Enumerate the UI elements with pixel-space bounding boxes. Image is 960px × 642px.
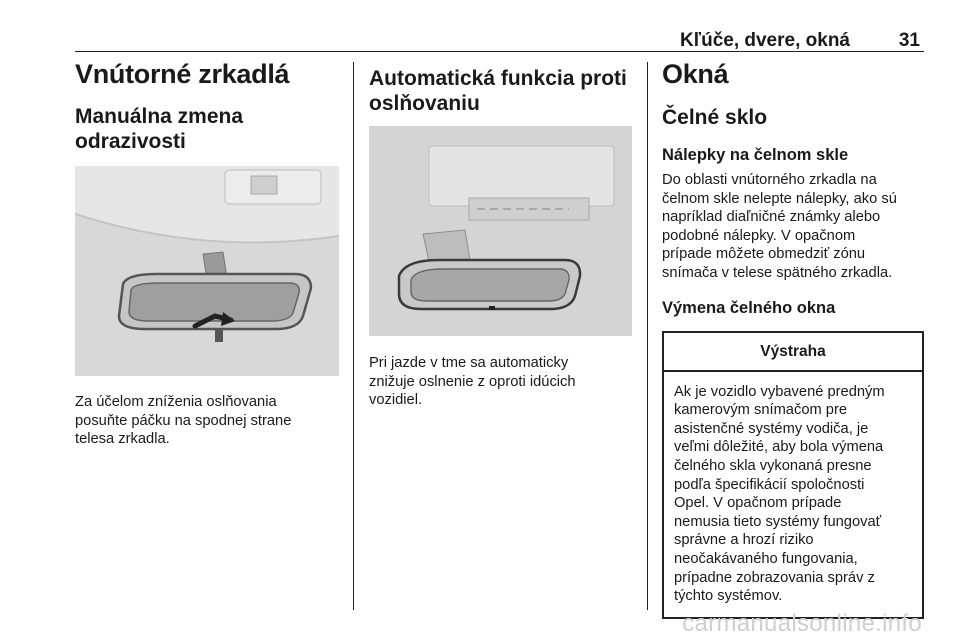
body-text-line: Pri jazde v tme sa automaticky	[369, 355, 569, 371]
header-rule	[75, 51, 924, 52]
warning-box	[662, 331, 924, 619]
warning-text-line: kamerovým snímačom pre	[674, 402, 848, 419]
warning-text-line: Opel. V opačnom prípade	[674, 495, 842, 512]
section-heading-mirrors: Vnútorné zrkadlá	[75, 59, 290, 89]
windshield-stickers-title: Nálepky na čelnom skle	[662, 146, 849, 164]
warning-text-line: týchto systémov.	[674, 588, 783, 605]
auto-mirror-illustration	[369, 126, 632, 336]
warning-text-line: Ak je vozidlo vybavené predným	[674, 383, 885, 400]
watermark: carmanualsonline.info	[682, 610, 922, 637]
body-text-line: napríklad diaľničné známky alebo	[662, 209, 881, 226]
auto-mirror-text	[369, 354, 632, 410]
page-number: 31	[898, 30, 920, 51]
windshield-replacement-title: Výmena čelného okna	[662, 298, 836, 317]
manual-mirror-text	[75, 393, 339, 449]
warning-text-line: podľa špecifikácií spoločnosti	[674, 476, 865, 493]
body-text-line: snímača v telese spätného zrkadla.	[662, 264, 893, 281]
column-divider-2	[647, 62, 648, 610]
subheading-auto-line1: Automatická funkcia proti	[369, 67, 627, 90]
windshield-stickers-text	[662, 171, 924, 283]
warning-text-line: neočakávaného fungovania,	[674, 550, 858, 567]
column-divider-1	[353, 62, 354, 610]
subheading-manual-line1: Manuálna zmena	[75, 105, 244, 128]
warning-text-line: asistenčné systémy vodiča, je	[674, 420, 869, 437]
body-text-line: čelnom skle nelepte nálepky, ako sú	[662, 190, 897, 207]
warning-text-line: veľmi dôležité, aby bola výmena	[674, 439, 884, 456]
right-column	[662, 58, 924, 619]
warning-text-line: správne a hrozí riziko	[674, 532, 814, 549]
subheading-windshield: Čelné sklo	[662, 106, 768, 129]
manual-mirror-illustration	[75, 166, 339, 376]
body-text-line: Do oblasti vnútorného zrkadla na	[662, 172, 877, 188]
body-text-line: prípade môžete obmedziť zónu	[662, 246, 866, 263]
warning-text-line: nemusia tieto systémy fungovať	[674, 513, 882, 530]
left-column	[75, 58, 339, 449]
body-text-line: znižuje oslnenie z oproti idúcich	[369, 373, 576, 390]
subheading-manual-line2: odrazivosti	[75, 130, 186, 153]
body-text-line: podobné nálepky. V opačnom	[662, 227, 856, 244]
body-text-line: Za účelom zníženia oslňovania	[75, 394, 277, 410]
warning-text-line: prípadne zobrazovania správ z	[674, 569, 875, 586]
warning-title: Výstraha	[664, 333, 922, 372]
subheading-auto-line2: oslňovaniu	[369, 92, 480, 115]
body-text-line: posuňte páčku na spodnej strane	[75, 412, 292, 429]
section-heading-windows: Okná	[662, 59, 729, 89]
warning-body	[664, 372, 922, 617]
warning-text-line: čelného skla vykonaná presne	[674, 457, 872, 474]
middle-column	[369, 66, 632, 410]
body-text-line: telesa zrkadla.	[75, 431, 170, 448]
body-text-line: vozidiel.	[369, 392, 423, 409]
running-header-title: Kľúče, dvere, okná	[680, 30, 850, 51]
